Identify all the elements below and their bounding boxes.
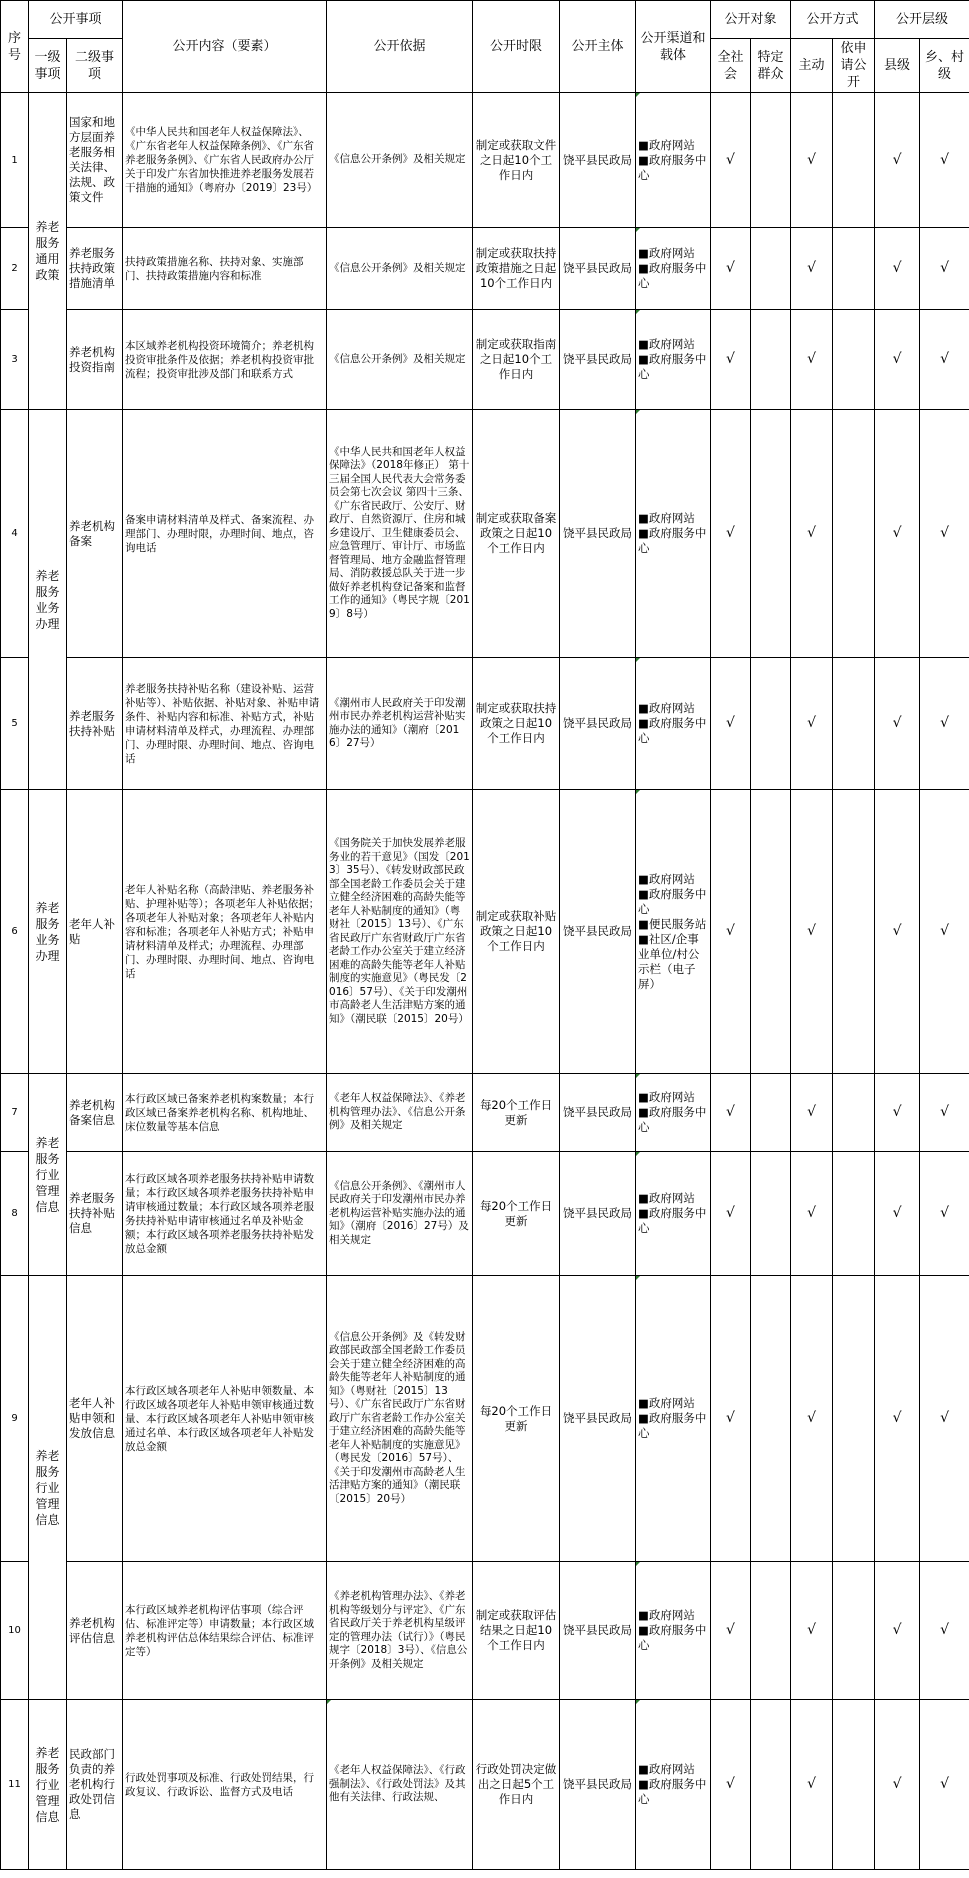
disclosure-channel <box>636 1562 711 1700</box>
channel-item: ■政府服务中心 <box>638 1206 707 1235</box>
disclosure-subject: 饶平县民政局 <box>560 790 636 1074</box>
header-on-request: 依申请公开 <box>833 39 875 93</box>
disclosure-content: 本行政区域各项老年人补贴申领数量、本行政区域各项老年人补贴申领审核通过数量、本行政区域各项老年人补贴申领审核通过名单、本行政区域各项老年人补贴发放总金额 <box>123 1276 327 1562</box>
check-mark: √ <box>791 790 833 1074</box>
row-number: 4 <box>1 410 29 658</box>
header-township: 乡、村级 <box>920 39 969 93</box>
channel-item: ■政府服务中心 <box>638 1411 707 1440</box>
disclosure-content: 备案申请材料清单及样式、备案流程、办理部门、办理时限，办理时间、地点，咨询电话 <box>123 410 327 658</box>
row-number: 8 <box>1 1152 29 1276</box>
check-mark: √ <box>875 1276 920 1562</box>
channel-item: ■政府服务中心 <box>638 526 707 555</box>
level2-item: 老年人补贴申领和发放信息 <box>67 1276 123 1562</box>
channel-item: ■政府网站 <box>638 337 695 351</box>
empty-cell <box>833 310 875 410</box>
check-mark: √ <box>711 410 751 658</box>
channel-item: ■政府服务中心 <box>638 1105 707 1134</box>
disclosure-content: 本行政区域已备案养老机构案数量；本行政区域已备案养老机构名称、机构地址、床位数量等基本信息 <box>123 1074 327 1152</box>
level1-item: 养老服务行业管理信息 <box>29 1276 67 1700</box>
check-mark: √ <box>920 1700 969 1870</box>
disclosure-channel <box>636 93 711 228</box>
disclosure-time-limit: 制定或获取扶持政策措施之日起10个工作日内 <box>473 228 560 310</box>
disclosure-channel <box>636 228 711 310</box>
check-mark: √ <box>791 1700 833 1870</box>
table-row <box>1 228 969 310</box>
check-mark: √ <box>791 310 833 410</box>
check-mark: √ <box>920 1152 969 1276</box>
check-mark: √ <box>791 410 833 658</box>
disclosure-basis: 《老年人权益保障法》、《养老机构管理办法》、《信息公开条例》及相关规定 <box>327 1074 473 1152</box>
disclosure-basis: 《国务院关于加快发展养老服务业的若干意见》（国发〔2013〕35号）、《转发财政部民政部全国老龄工作委员会关于建立健全经济困难的高龄失能等老年人补贴制度的通知》（粤财社〔2015〕13号）、《广东省民政厅广东省财政厅广东省老龄工作办公室关于建立经济困难的高龄失能等老年人补贴制度的实施意见》（粤民发〔2016〕57号）、《关于印发潮州市高龄老人生活津贴方案的通知》（潮民联〔2015〕20号） <box>327 790 473 1074</box>
check-mark: √ <box>711 790 751 1074</box>
empty-cell <box>833 1276 875 1562</box>
table-row <box>1 658 969 790</box>
level2-item: 养老服务扶持补贴信息 <box>67 1152 123 1276</box>
disclosure-content: 老年人补贴名称（高龄津贴、养老服务补贴、护理补贴等）；各项老年人补贴依据；各项老年人补贴对象；各项老年人补贴内容和标准；各项老年人补贴方式；补贴申请材料清单及样式；办理流程、办理部门、办理时限、办理时间、地点、咨询电话 <box>123 790 327 1074</box>
header-active: 主动 <box>791 39 833 93</box>
empty-cell <box>833 1562 875 1700</box>
disclosure-content: 本行政区域各项养老服务扶持补贴申请数量；本行政区域各项养老服务扶持补贴申请审核通过数量；本行政区域各项养老服务扶持补贴申请审核通过名单及补贴金额；本行政区域各项养老服务扶持补贴发放总金额 <box>123 1152 327 1276</box>
disclosure-basis: 《信息公开条例》及相关规定 <box>327 93 473 228</box>
row-number: 10 <box>1 1562 29 1700</box>
header-basis: 公开依据 <box>327 1 473 93</box>
check-mark: √ <box>711 310 751 410</box>
level1-item: 养老服务业务办理 <box>29 410 67 790</box>
disclosure-subject: 饶平县民政局 <box>560 310 636 410</box>
empty-cell <box>833 658 875 790</box>
disclosure-basis: 《养老机构管理办法》、《养老机构等级划分与评定》、《广东省民政厅关于养老机构星级评定的管理办法（试行）》（粤民规字〔2018〕3号）、《信息公开条例》及相关规定 <box>327 1562 473 1700</box>
check-mark: √ <box>875 790 920 1074</box>
disclosure-channel <box>636 1276 711 1562</box>
empty-cell <box>751 1700 791 1870</box>
cell-marker <box>636 410 640 414</box>
level2-item: 养老服务扶持补贴 <box>67 658 123 790</box>
channel-item: ■政府网站 <box>638 1090 695 1104</box>
level1-item: 养老服务行业管理信息 <box>29 1074 67 1276</box>
check-mark: √ <box>711 1074 751 1152</box>
cell-marker <box>636 658 640 662</box>
disclosure-content: 养老服务扶持补贴名称（建设补贴、运营补贴等）、补贴依据、补贴对象、补贴申请条件、补贴内容和标准、补贴方式，补贴申请材料清单及样式，办理流程、办理部门、办理时限、办理时间、地点、咨询电话 <box>123 658 327 790</box>
check-mark: √ <box>920 228 969 310</box>
empty-cell <box>833 1152 875 1276</box>
channel-item: ■政府网站 <box>638 137 695 152</box>
check-mark: √ <box>920 658 969 790</box>
table-row <box>1 1152 969 1276</box>
empty-cell <box>751 1562 791 1700</box>
channel-item: ■政府网站 <box>638 1608 695 1622</box>
empty-cell <box>751 93 791 228</box>
disclosure-basis: 《信息公开条例》及《转发财政部民政部全国老龄工作委员会关于建立健全经济困难的高龄失能等老年人补贴制度的通知》（粤财社〔2015〕13号）、《广东省民政厅广东省财政厅广东省老龄工作办公室关于建立经济困难的高龄失能等老年人补贴制度的实施意见》（粤民发〔2016〕57号）、《关于印发潮州市高龄老人生活津贴方案的通知》（潮民联〔2015〕20号） <box>327 1276 473 1562</box>
check-mark: √ <box>920 1276 969 1562</box>
disclosure-subject: 饶平县民政局 <box>560 410 636 658</box>
disclosure-basis-text: 《老年人权益保障法》、《行政强制法》、《行政处罚法》及其他有关法律、行政法规、 <box>329 1764 466 1804</box>
table-row <box>1 790 969 1074</box>
disclosure-channel <box>636 1700 711 1870</box>
check-mark: √ <box>920 790 969 1074</box>
table-row <box>1 93 969 228</box>
level2-item: 养老服务扶持政策措施清单 <box>67 228 123 310</box>
channel-item: ■社区/企事业单位/村公示栏（电子屏） <box>638 931 700 991</box>
check-mark: √ <box>875 1074 920 1152</box>
header-subject: 公开主体 <box>560 1 636 93</box>
check-mark: √ <box>875 93 920 228</box>
disclosure-content: 扶持政策措施名称、扶持对象、实施部门、扶持政策措施内容和标准 <box>123 228 327 310</box>
channel-item: ■政府网站 <box>638 1762 695 1776</box>
check-mark: √ <box>791 1562 833 1700</box>
channel-item: ■政府服务中心 <box>638 261 707 290</box>
check-mark: √ <box>875 228 920 310</box>
check-mark: √ <box>711 1700 751 1870</box>
empty-cell <box>751 410 791 658</box>
level2-item: 国家和地方层面养老服务相关法律、法规、政策文件 <box>67 93 123 228</box>
disclosure-subject: 饶平县民政局 <box>560 1074 636 1152</box>
disclosure-basis <box>327 1700 473 1870</box>
level1-item: 养老服务业务办理 <box>29 790 67 1074</box>
disclosure-channel <box>636 1074 711 1152</box>
check-mark: √ <box>711 658 751 790</box>
channel-item: ■政府服务中心 <box>638 1623 707 1652</box>
channel-item: ■政府服务中心 <box>638 352 707 381</box>
channel-item: ■便民服务站 <box>638 916 707 931</box>
check-mark: √ <box>875 310 920 410</box>
channel-item: ■政府服务中心 <box>638 152 707 182</box>
table-row <box>1 1276 969 1562</box>
empty-cell <box>833 228 875 310</box>
empty-cell <box>751 1152 791 1276</box>
disclosure-basis: 《中华人民共和国老年人权益保障法》（2018年修正） 第十三届全国人民代表大会常务委员会第七次会议 第四十三条、《广东省民政厅、公安厅、财政厅、自然资源厅、住房和城乡建设厅、卫生健康委员会、应急管理厅、审计厅、市场监督管理局、地方金融监督管理局、消防救援总队关于进一步做好养老机构登记备案和监督工作的通知》（粤民字规〔2019〕8号） <box>327 410 473 658</box>
cell-marker <box>636 790 640 794</box>
header-time: 公开时限 <box>473 1 560 93</box>
channel-item: ■政府网站 <box>638 701 695 715</box>
empty-cell <box>833 410 875 658</box>
check-mark: √ <box>920 93 969 228</box>
row-number: 3 <box>1 310 29 410</box>
disclosure-time-limit: 每20个工作日更新 <box>473 1074 560 1152</box>
check-mark: √ <box>920 410 969 658</box>
channel-item: ■政府网站 <box>638 511 695 525</box>
header-level2: 二级事项 <box>67 39 123 93</box>
disclosure-subject: 饶平县民政局 <box>560 658 636 790</box>
header-content: 公开内容（要素） <box>123 1 327 93</box>
disclosure-time-limit: 制定或获取扶持政策之日起10个工作日内 <box>473 658 560 790</box>
check-mark: √ <box>711 93 751 228</box>
disclosure-time-limit: 制定或获取指南之日起10个工作日内 <box>473 310 560 410</box>
disclosure-channel <box>636 310 711 410</box>
cell-marker <box>636 93 640 97</box>
disclosure-basis: 《信息公开条例》及相关规定 <box>327 310 473 410</box>
cell-marker <box>636 228 640 232</box>
check-mark: √ <box>875 1152 920 1276</box>
check-mark: √ <box>791 1074 833 1152</box>
disclosure-subject: 饶平县民政局 <box>560 228 636 310</box>
header-items: 公开事项 <box>29 1 123 39</box>
disclosure-time-limit: 制定或获取补贴政策之日起10个工作日内 <box>473 790 560 1074</box>
header-specific: 特定群众 <box>751 39 791 93</box>
check-mark: √ <box>875 1700 920 1870</box>
header-channel: 公开渠道和载体 <box>636 1 711 93</box>
check-mark: √ <box>711 1152 751 1276</box>
channel-item: ■政府网站 <box>638 1191 695 1205</box>
empty-cell <box>833 93 875 228</box>
disclosure-time-limit: 每20个工作日更新 <box>473 1276 560 1562</box>
cell-marker <box>636 1152 640 1156</box>
check-mark: √ <box>791 1276 833 1562</box>
check-mark: √ <box>875 658 920 790</box>
cell-marker <box>636 1700 640 1704</box>
cell-marker <box>636 310 640 314</box>
disclosure-channel <box>636 658 711 790</box>
disclosure-time-limit: 每20个工作日更新 <box>473 1152 560 1276</box>
check-mark: √ <box>875 1562 920 1700</box>
row-number: 2 <box>1 228 29 310</box>
header-target: 公开对象 <box>711 1 791 39</box>
level1-item: 养老服务行业管理信息 <box>29 1700 67 1870</box>
row-number: 7 <box>1 1074 29 1152</box>
row-number: 11 <box>1 1700 29 1870</box>
disclosure-subject: 饶平县民政局 <box>560 1152 636 1276</box>
channel-item: ■政府网站 <box>638 1396 695 1410</box>
channel-item: ■政府服务中心 <box>638 1777 707 1806</box>
cell-marker <box>327 1700 331 1704</box>
disclosure-time-limit: 制定或获取文件之日起10个工作日内 <box>473 93 560 228</box>
cell-marker <box>636 1074 640 1078</box>
empty-cell <box>833 1700 875 1870</box>
table-row <box>1 1074 969 1152</box>
level2-item: 养老机构备案信息 <box>67 1074 123 1152</box>
check-mark: √ <box>791 93 833 228</box>
disclosure-content: 本区域养老机构投资环境简介；养老机构投资审批条件及依据；养老机构投资审批流程；投资审批涉及部门和联系方式 <box>123 310 327 410</box>
disclosure-subject: 饶平县民政局 <box>560 1562 636 1700</box>
channel-item: ■政府服务中心 <box>638 886 707 916</box>
empty-cell <box>751 310 791 410</box>
empty-cell <box>833 1074 875 1152</box>
check-mark: √ <box>711 228 751 310</box>
check-mark: √ <box>875 410 920 658</box>
header-method: 公开方式 <box>791 1 875 39</box>
cell-marker <box>636 1276 640 1280</box>
disclosure-content: 行政处罚事项及标准、行政处罚结果，行政复议、行政诉讼、监督方式及电话 <box>123 1700 327 1870</box>
check-mark: √ <box>920 310 969 410</box>
empty-cell <box>751 1074 791 1152</box>
disclosure-subject: 饶平县民政局 <box>560 1700 636 1870</box>
empty-cell <box>833 790 875 1074</box>
row-number: 5 <box>1 658 29 790</box>
header-level1: 一级事项 <box>29 39 67 93</box>
empty-cell <box>751 790 791 1074</box>
table-row <box>1 310 969 410</box>
empty-cell <box>751 1276 791 1562</box>
check-mark: √ <box>711 1562 751 1700</box>
check-mark: √ <box>920 1074 969 1152</box>
disclosure-basis: 《潮州市人民政府关于印发潮州市民办养老机构运营补贴实施办法的通知》（潮府〔2016〕27号） <box>327 658 473 790</box>
level2-item: 养老机构备案 <box>67 410 123 658</box>
header-seq: 序号 <box>1 1 29 93</box>
disclosure-time-limit: 行政处罚决定做出之日起5个工作日内 <box>473 1700 560 1870</box>
check-mark: √ <box>791 1152 833 1276</box>
level2-item: 老年人补贴 <box>67 790 123 1074</box>
disclosure-content: 《中华人民共和国老年人权益保障法》、《广东省老年人权益保障条例》、《广东省养老服务条例》、《广东省人民政府办公厅关于印发广东省加快推进养老服务发展若干措施的通知》（粤府办〔2019〕23号） <box>123 93 327 228</box>
level2-item: 民政部门负责的养老机构行政处罚信息 <box>67 1700 123 1870</box>
disclosure-content: 本行政区域养老机构评估事项（综合评估、标准评定等）申请数量；本行政区域养老机构评估总体结果综合评估、标准评定等） <box>123 1562 327 1700</box>
row-number: 6 <box>1 790 29 1074</box>
table-row <box>1 1562 969 1700</box>
disclosure-time-limit: 制定或获取备案政策之日起10个工作日内 <box>473 410 560 658</box>
level2-item: 养老机构投资指南 <box>67 310 123 410</box>
table-row <box>1 410 969 658</box>
cell-marker <box>636 1562 640 1566</box>
channel-item: ■政府服务中心 <box>638 716 707 745</box>
disclosure-subject: 饶平县民政局 <box>560 1276 636 1562</box>
table-row <box>1 1700 969 1870</box>
channel-item: ■政府网站 <box>638 246 695 260</box>
empty-cell <box>751 228 791 310</box>
check-mark: √ <box>791 228 833 310</box>
check-mark: √ <box>791 658 833 790</box>
disclosure-channel <box>636 790 711 1074</box>
channel-item: ■政府网站 <box>638 871 695 886</box>
disclosure-channel <box>636 410 711 658</box>
header-county: 县级 <box>875 39 920 93</box>
row-number: 9 <box>1 1276 29 1562</box>
header-all-society: 全社会 <box>711 39 751 93</box>
empty-cell <box>751 658 791 790</box>
disclosure-subject: 饶平县民政局 <box>560 93 636 228</box>
level1-item: 养老服务通用政策 <box>29 93 67 410</box>
header-level: 公开层级 <box>875 1 969 39</box>
disclosure-time-limit: 制定或获取评估结果之日起10个工作日内 <box>473 1562 560 1700</box>
check-mark: √ <box>920 1562 969 1700</box>
disclosure-basis: 《信息公开条例》、《潮州市人民政府关于印发潮州市民办养老机构运营补贴实施办法的通知》（潮府〔2016〕27号）及相关规定 <box>327 1152 473 1276</box>
disclosure-channel <box>636 1152 711 1276</box>
level2-item: 养老机构评估信息 <box>67 1562 123 1700</box>
disclosure-basis: 《信息公开条例》及相关规定 <box>327 228 473 310</box>
check-mark: √ <box>711 1276 751 1562</box>
row-number: 1 <box>1 93 29 228</box>
